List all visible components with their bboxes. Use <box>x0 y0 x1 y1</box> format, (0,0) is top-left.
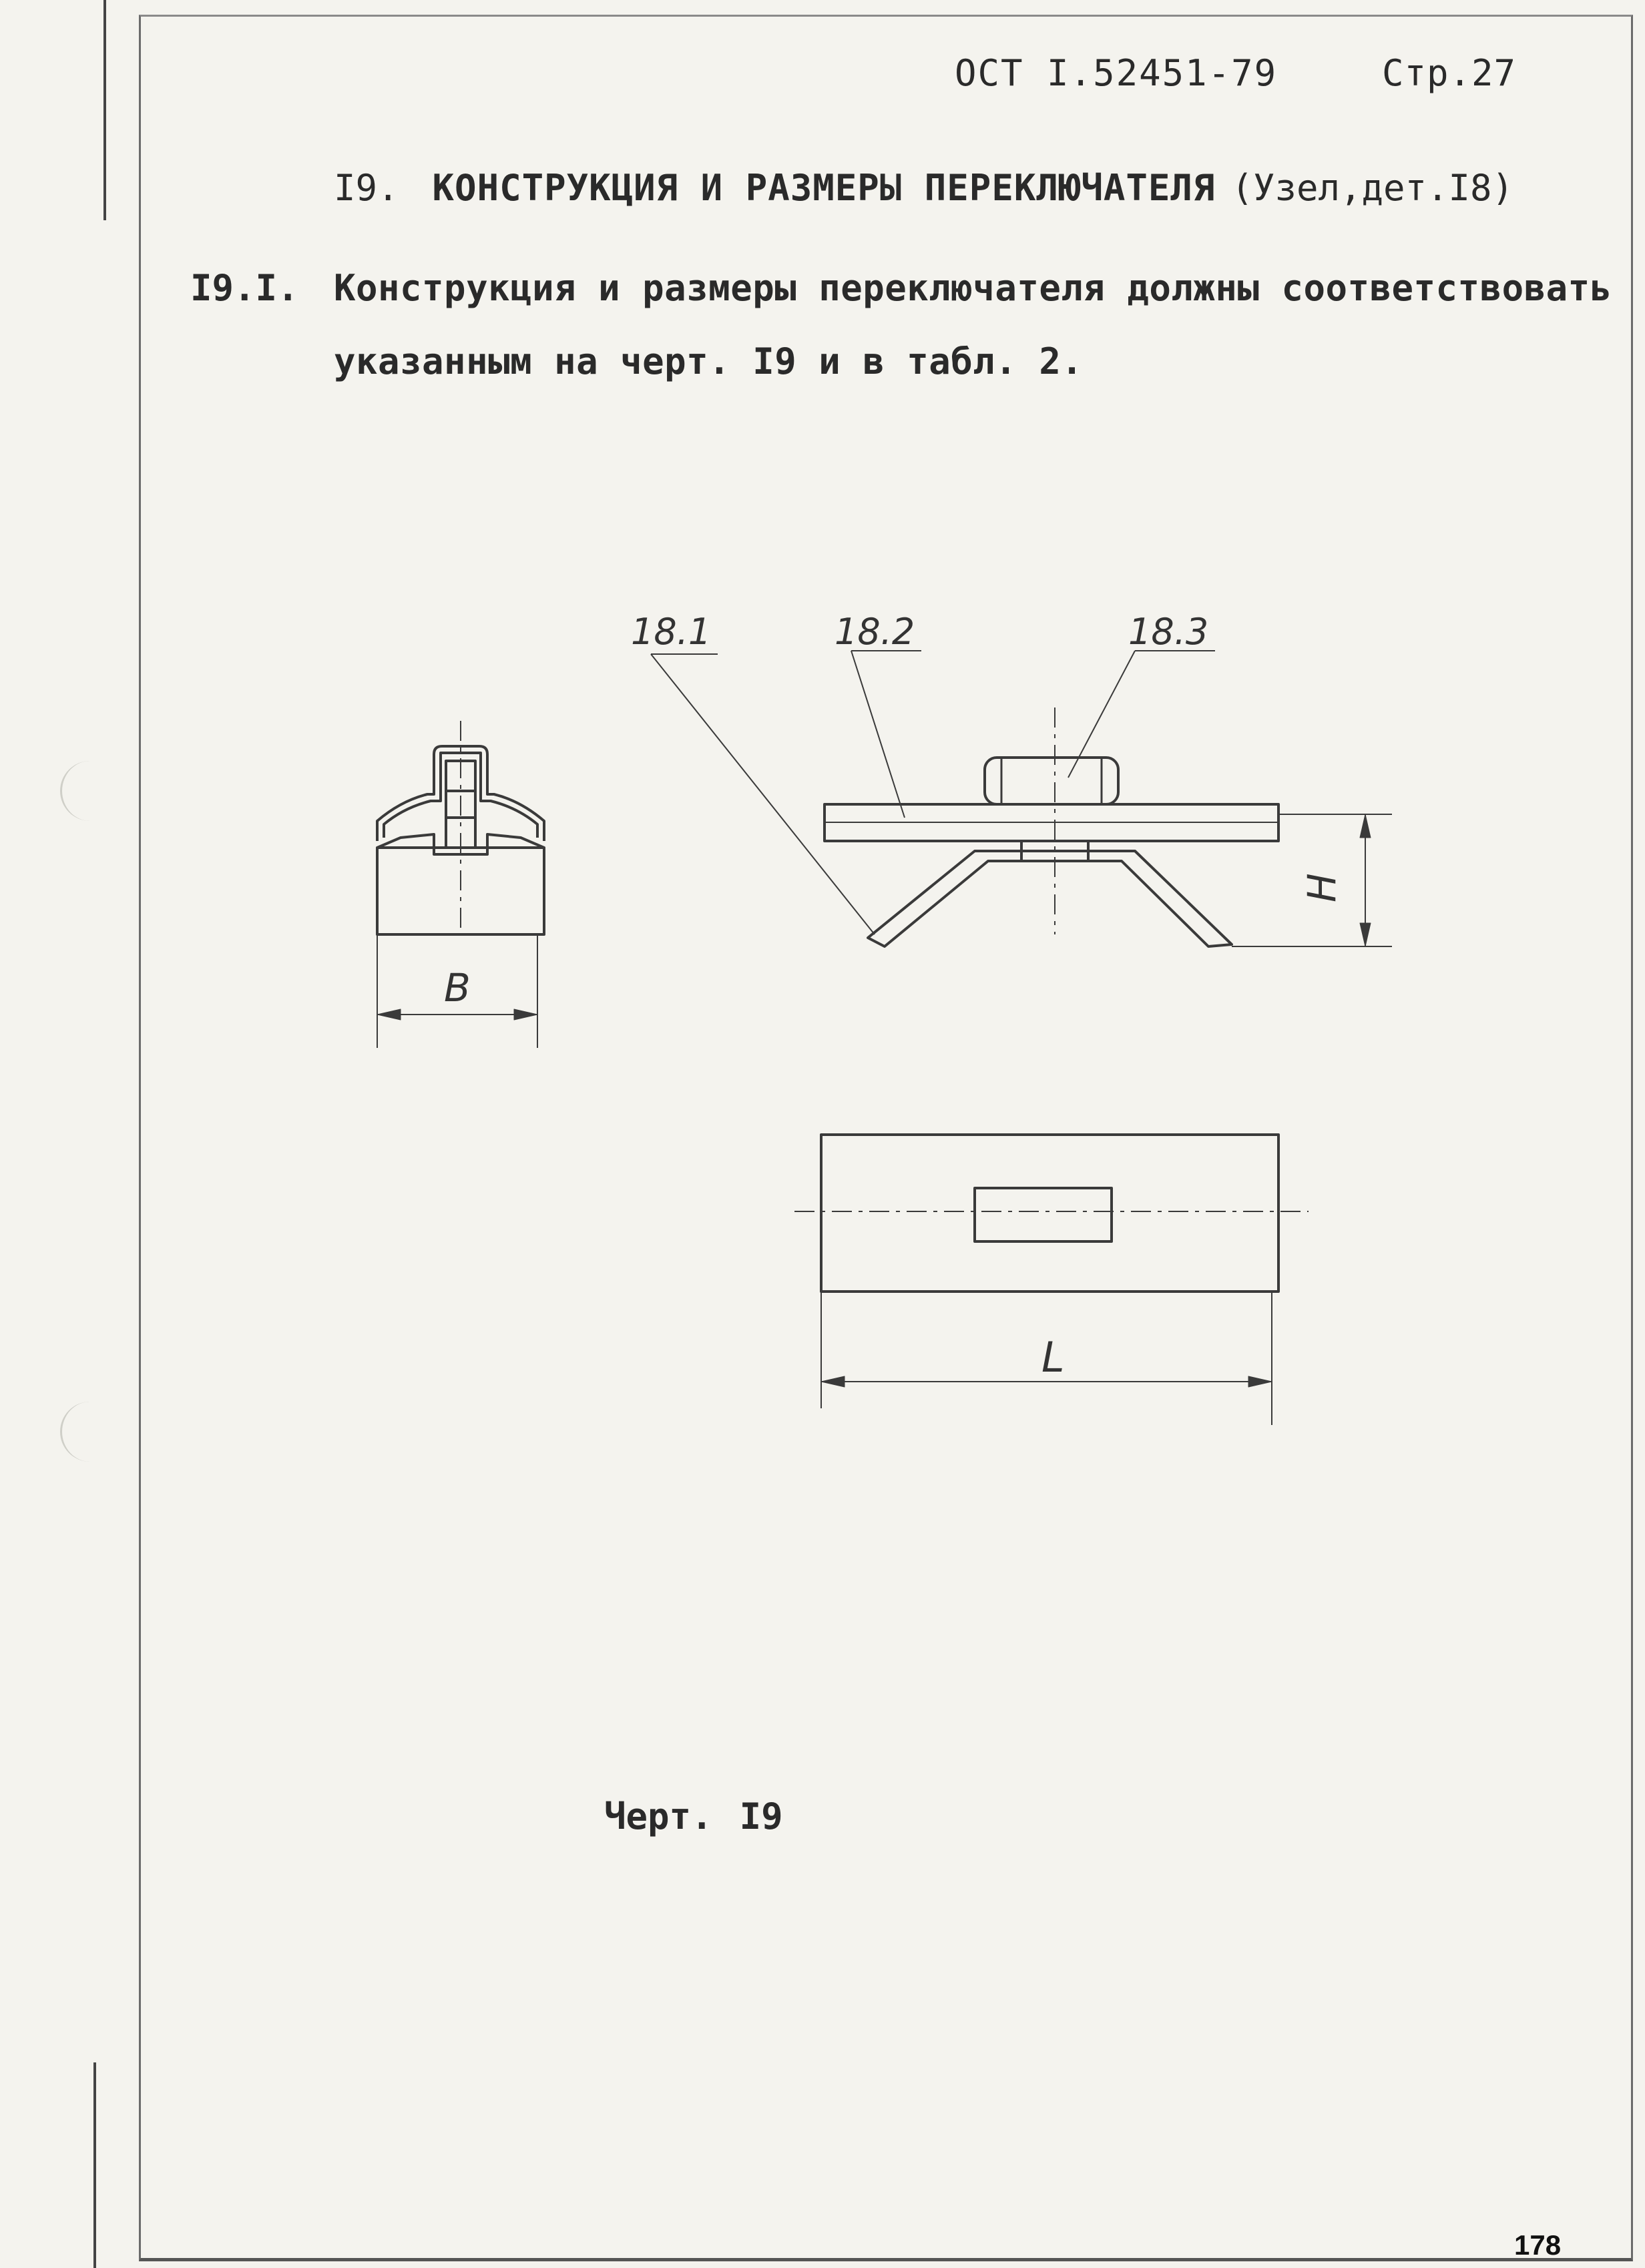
arrowhead <box>1248 1376 1272 1387</box>
caption-prefix: Черт. <box>604 1795 713 1837</box>
dimension-label-l: L <box>1041 1333 1065 1382</box>
document-code: ОСТ I.52451-79 <box>955 52 1278 94</box>
callout-18-2: 18.2 <box>835 611 915 653</box>
dimension-label-h: H <box>1299 873 1345 902</box>
dimension-label-b: B <box>444 965 471 1011</box>
callout-18-3: 18.3 <box>1128 611 1209 653</box>
arrowhead <box>377 1009 401 1020</box>
front-knob <box>985 758 1118 804</box>
front-view <box>651 651 1392 946</box>
arrowhead <box>1360 814 1371 838</box>
section-number: I9. <box>334 167 399 209</box>
top-plate <box>821 1135 1278 1292</box>
leader-line-18-1 <box>651 654 875 934</box>
section-title: КОНСТРУКЦИЯ И РАЗМЕРЫ ПЕРЕКЛЮЧАТЕЛЯ <box>432 167 1216 209</box>
clause-text-line-1: Конструкция и размеры переключателя должны соответствовать <box>334 267 1612 309</box>
front-spring-arm <box>868 851 1232 946</box>
sheet-number: 178 <box>1514 2229 1562 2261</box>
figure-caption <box>604 1795 783 1837</box>
page-label: Стр.27 <box>1382 52 1517 94</box>
arrowhead <box>821 1376 845 1387</box>
top-window <box>975 1188 1112 1241</box>
leader-line-18-2 <box>851 651 905 818</box>
callout-18-1: 18.1 <box>631 611 712 653</box>
arrowhead <box>514 1009 537 1020</box>
clause-text-line-2: указанным на черт. I9 и в табл. 2. <box>334 340 1084 382</box>
section-title-note: (Узел,дет.I8) <box>1231 167 1514 209</box>
clause-number: I9.I. <box>190 267 299 309</box>
caption-number: I9 <box>739 1795 783 1837</box>
arrowhead <box>1360 923 1371 946</box>
